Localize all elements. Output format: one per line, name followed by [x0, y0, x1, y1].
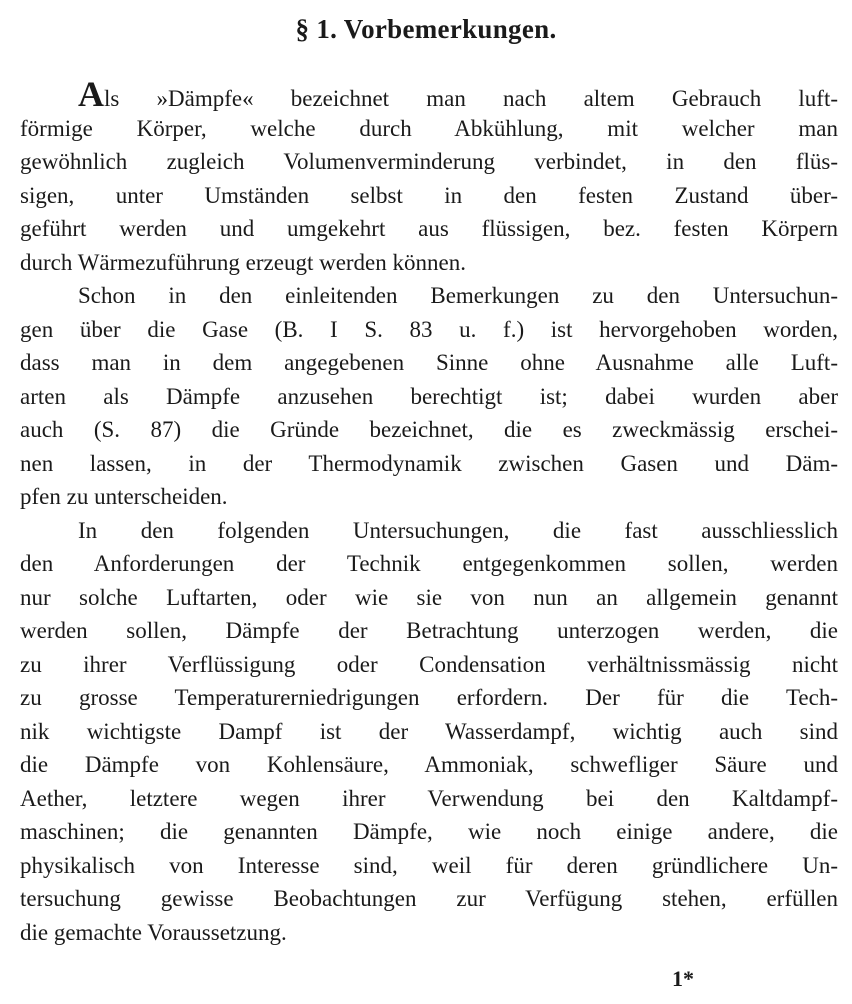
- text-line: [20, 78, 838, 112]
- section-heading: § 1. Vorbemerkungen.: [295, 14, 557, 44]
- text-line: gewöhnlich zugleich Volumenverminderung verbindet, in den flüs-: [20, 149, 838, 174]
- text-line: geführt werden und umgekehrt aus flüssigen, bez. festen Körpern: [20, 216, 838, 241]
- text-line: werden sollen, Dämpfe der Betrachtung unterzogen werden, die: [20, 618, 838, 643]
- text-line: physikalisch von Interesse sind, weil für deren gründlichere Un-: [20, 852, 838, 878]
- paragraph-1: [20, 78, 838, 279]
- text-line: zu ihrer Verflüssigung oder Condensation verhältnissmässig nicht: [20, 651, 838, 677]
- signature-mark: 1*: [672, 966, 694, 991]
- text-line: sigen, unter Umständen selbst in den festen Zustand über-: [20, 182, 838, 208]
- text-line: nik wichtigste Dampf ist der Wasserdampf, wichtig auch sind: [20, 718, 838, 744]
- text-line: förmige Körper, welche durch Abkühlung, mit welcher man: [20, 115, 838, 141]
- text-line: durch Wärmezuführung erzeugt werden können.: [20, 249, 466, 275]
- text-line: nen lassen, in der Thermodynamik zwischen Gasen und Däm-: [20, 450, 838, 476]
- text-line: maschinen; die genannten Dämpfe, wie noch einige andere, die: [20, 819, 838, 844]
- body-text: [20, 78, 838, 949]
- text-line: auch (S. 87) die Gründe bezeichnet, die es zweckmässig erschei-: [20, 417, 838, 442]
- text-line: den Anforderungen der Technik entgegenkommen sollen, werden: [20, 551, 838, 576]
- text-line: tersuchung gewisse Beobachtungen zur Verfügung stehen, erfüllen: [20, 886, 838, 911]
- text-line: die gemachte Voraussetzung.: [20, 919, 287, 945]
- text-line: pfen zu unterscheiden.: [20, 484, 228, 509]
- paragraph-3: [20, 514, 838, 950]
- text-line: nur solche Luftarten, oder wie sie von nun an allgemein genannt: [20, 584, 838, 610]
- text-line: In den folgenden Untersuchungen, die fast ausschliesslich: [78, 517, 838, 543]
- text-line: gen über die Gase (B. I S. 83 u. f.) ist hervorgehoben worden,: [20, 316, 838, 342]
- paragraph-2: [20, 279, 838, 514]
- text-line: Schon in den einleitenden Bemerkungen zu den Untersuchun-: [78, 283, 838, 308]
- text-line: dass man in dem angegebenen Sinne ohne Ausnahme alle Luft-: [20, 350, 838, 375]
- text-line: arten als Dämpfe anzusehen berechtigt ist; dabei wurden aber: [20, 383, 838, 409]
- text-line: zu grosse Temperaturerniedrigungen erfordern. Der für die Tech-: [20, 685, 838, 710]
- text-line-content: ls »Dämpfe« bezeichnet man nach altem Gebrauch luft-: [104, 86, 838, 111]
- text-line: die Dämpfe von Kohlensäure, Ammoniak, schwefliger Säure und: [20, 752, 838, 777]
- text-line: Aether, letztere wegen ihrer Verwendung bei den Kaltdampf-: [20, 785, 838, 811]
- drop-cap: A: [78, 78, 104, 112]
